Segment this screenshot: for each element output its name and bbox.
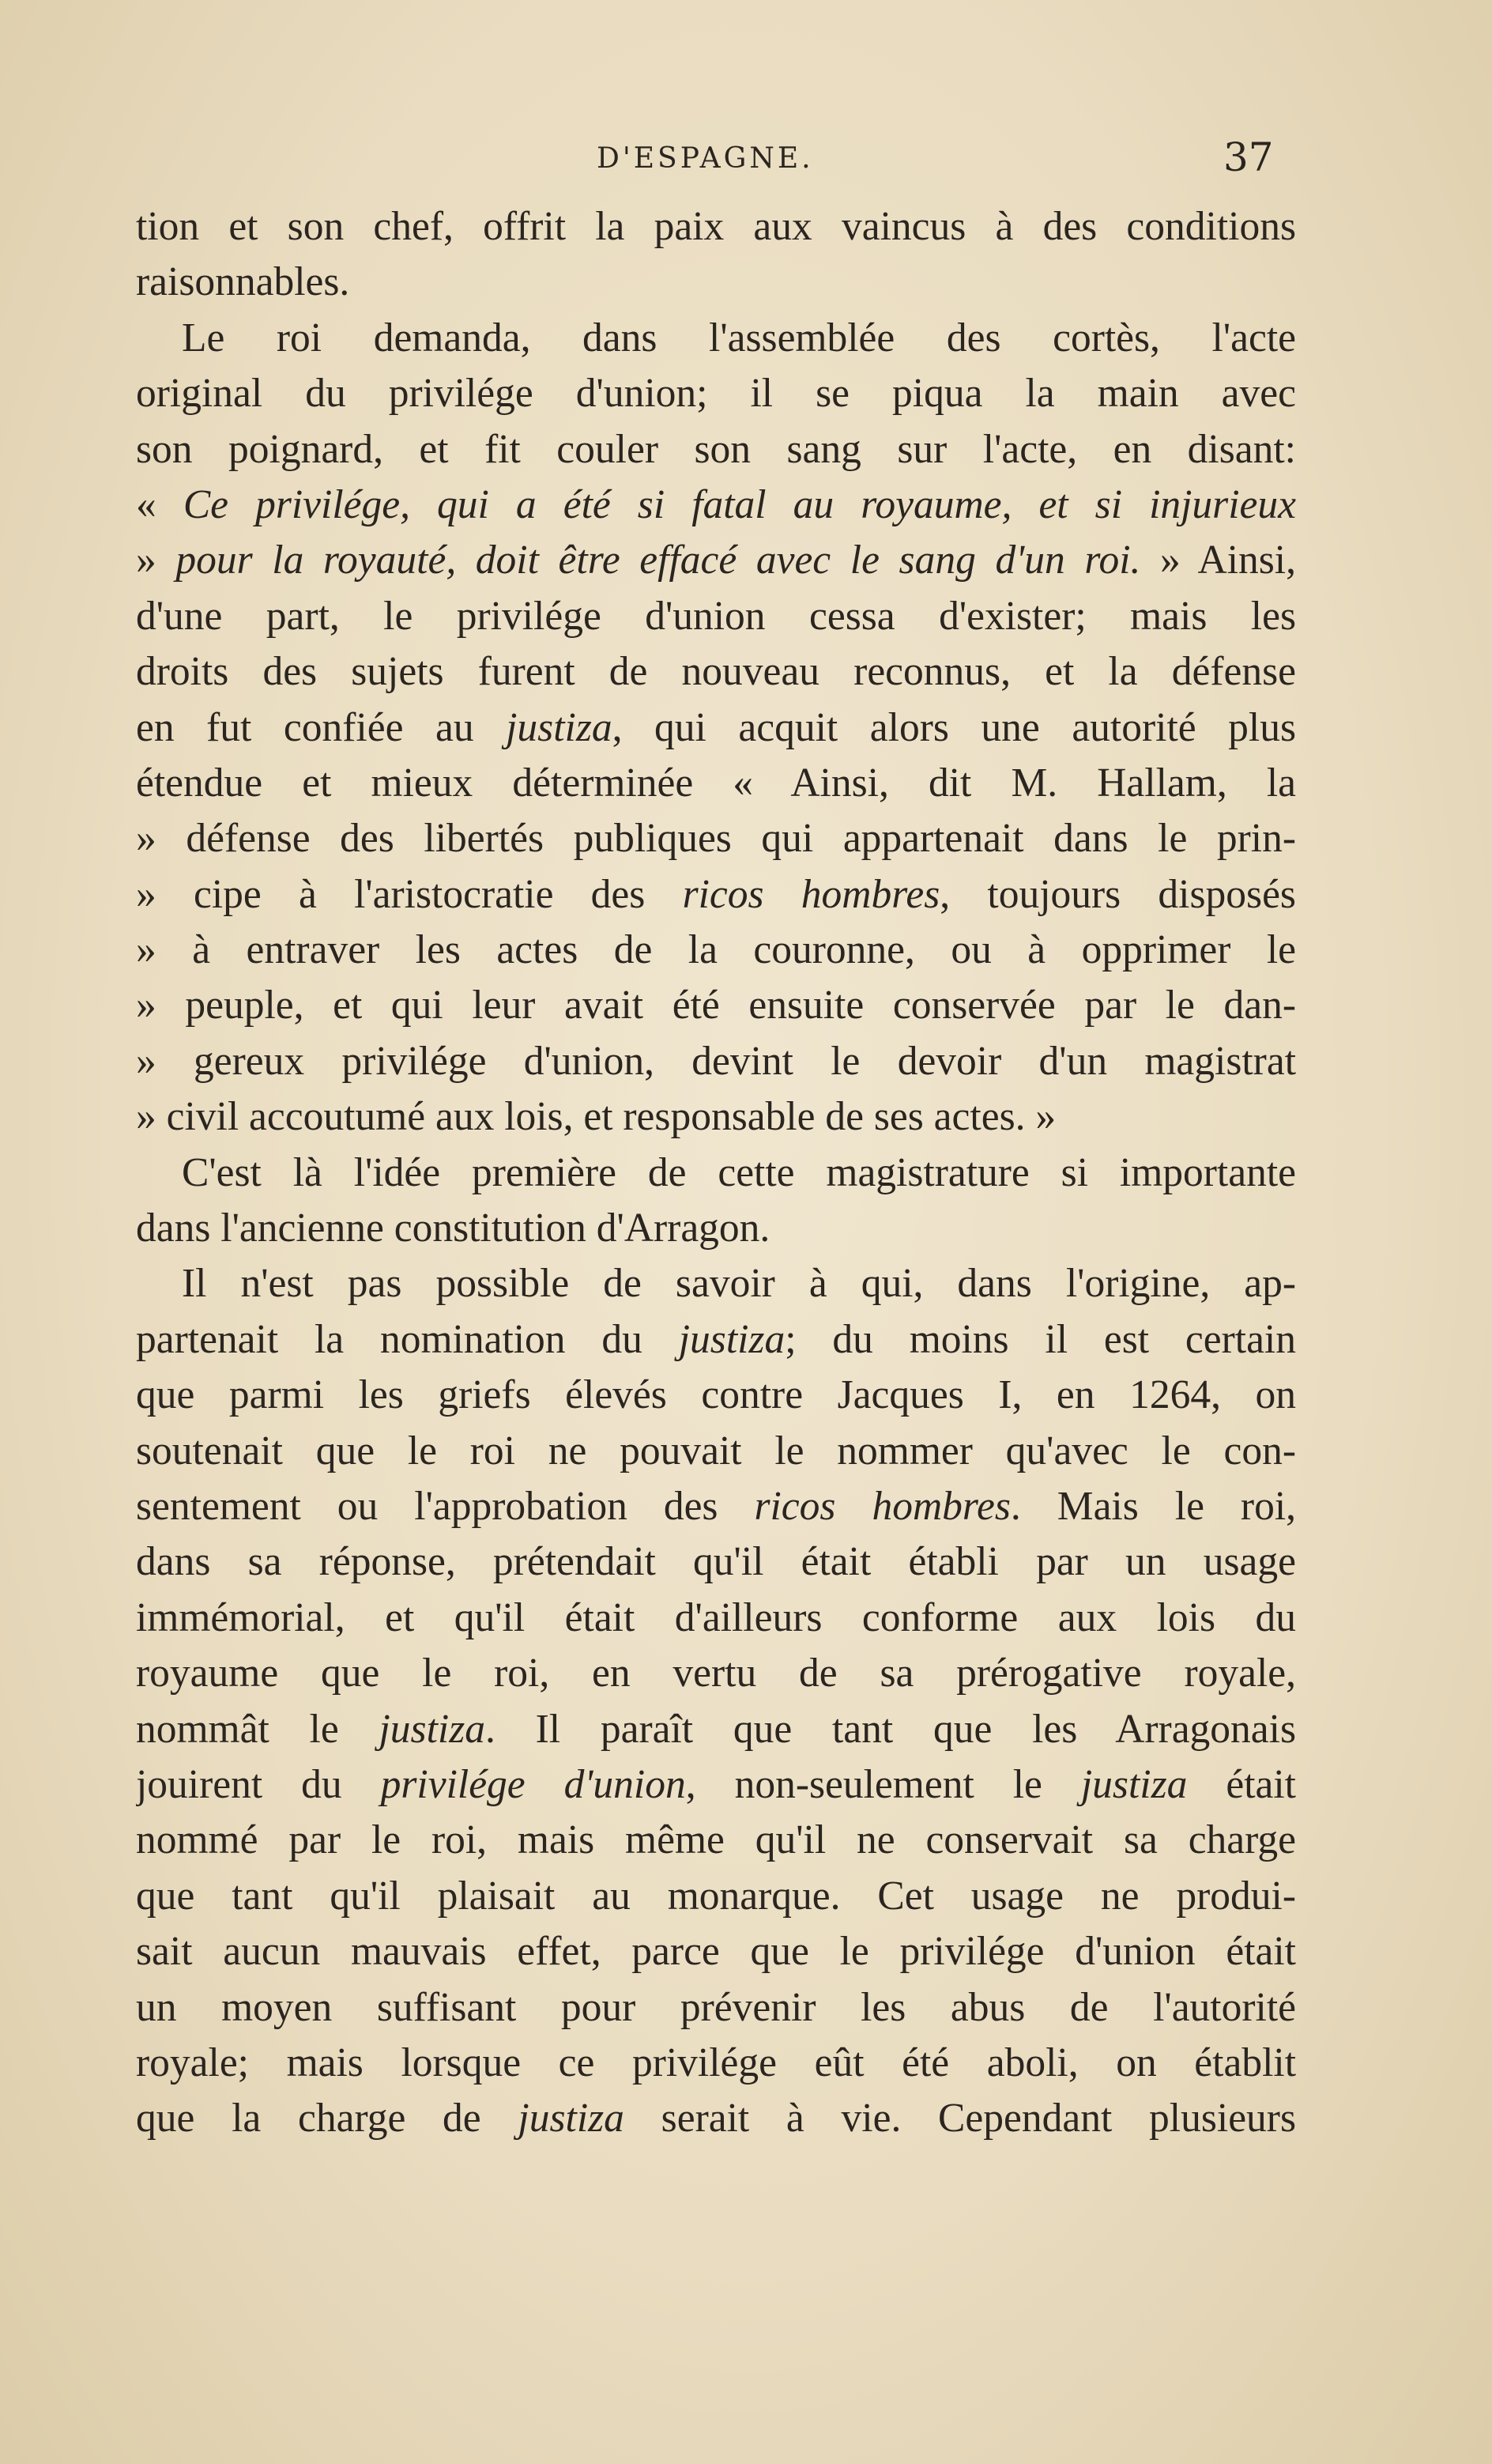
- text-run: dans l'ancienne constitution d'Arragon.: [136, 1206, 770, 1251]
- text-line: [136, 1646, 1296, 1701]
- text-line: [136, 1757, 1296, 1813]
- text-run: »: [136, 538, 176, 583]
- text-run: que parmi les griefs élevés contre Jacques I, en 1264, on: [136, 1372, 1296, 1418]
- text-line: [136, 366, 1296, 421]
- text-run: nommât le: [136, 1706, 379, 1752]
- text-run: que la charge de: [136, 2096, 518, 2141]
- text-run: » Ainsi,: [1140, 538, 1296, 583]
- italic-text: Ce privilége, qui a été si fatal au royaume, et si injurieux: [183, 481, 1296, 527]
- text-run: , non-seulement le: [685, 1761, 1081, 1807]
- text-run: . Il paraît que tant que les Arragonais: [485, 1706, 1296, 1752]
- text-run: . Mais le roi,: [1010, 1483, 1296, 1529]
- text-run: » à entraver les actes de la couronne, ou à opprimer le: [136, 927, 1296, 973]
- running-head: D'ESPAGNE.: [597, 142, 814, 175]
- text-run: royale; mais lorsque ce privilége eût été aboli, on établit: [136, 2039, 1296, 2085]
- text-run: immémorial, et qu'il était d'ailleurs conforme aux lois du: [136, 1594, 1296, 1640]
- text-run: Le roi demanda, dans l'assemblée des cortès, l'acte: [182, 315, 1296, 360]
- italic-text: justiza: [678, 1316, 786, 1362]
- text-run: un moyen suffisant pour prévenir les abus de l'autorité: [136, 1984, 1296, 2030]
- italic-text: ricos hombres: [682, 871, 940, 917]
- italic-text: justiza: [1080, 1761, 1188, 1807]
- text-line: [136, 1813, 1296, 1868]
- text-line: [136, 644, 1296, 700]
- text-line: [136, 1702, 1296, 1757]
- text-line: [136, 1869, 1296, 1924]
- text-line: [136, 1089, 1296, 1145]
- text-run: tion et son chef, offrit la paix aux vaincus à des conditions: [136, 204, 1296, 249]
- text-run: jouirent du: [136, 1761, 381, 1807]
- text-run: » défense des libertés publiques qui appartenait dans le prin-: [136, 816, 1296, 862]
- text-line: [136, 978, 1296, 1033]
- text-run: d'une part, le privilége d'union cessa d'exister; mais les: [136, 593, 1296, 639]
- text-run: original du privilége d'union; il se piqua la main avec: [136, 371, 1296, 417]
- text-run: dans sa réponse, prétendait qu'il était établi par un usage: [136, 1539, 1296, 1585]
- text-run: raisonnables.: [136, 259, 350, 305]
- text-line: [136, 867, 1296, 923]
- text-line: [136, 199, 1296, 255]
- text-line: [136, 255, 1296, 310]
- text-line: [136, 1534, 1296, 1590]
- text-line: [136, 589, 1296, 644]
- text-run: Il n'est pas possible de savoir à qui, dans l'origine, ap-: [182, 1261, 1296, 1307]
- text-run: , toujours disposés: [940, 871, 1296, 917]
- text-run: » civil accoutumé aux lois, et responsable de ses actes. »: [136, 1094, 1057, 1140]
- text-line: [136, 1479, 1296, 1534]
- text-line: [136, 533, 1296, 588]
- text-line: [136, 1201, 1296, 1256]
- text-run: en fut confiée au: [136, 704, 507, 750]
- text-line: [136, 1256, 1296, 1311]
- italic-text: justiza: [379, 1706, 485, 1752]
- text-line: [136, 1034, 1296, 1089]
- text-run: » peuple, et qui leur avait été ensuite conservée par le dan-: [136, 983, 1296, 1028]
- page-header: [0, 134, 1492, 190]
- text-run: ; du moins il est certain: [785, 1316, 1296, 1362]
- text-run: nommé par le roi, mais même qu'il ne conservait sa charge: [136, 1817, 1296, 1863]
- text-run: étendue et mieux déterminée « Ainsi, dit M. Hallam, la: [136, 760, 1296, 806]
- text-line: [136, 1424, 1296, 1479]
- italic-text: justiza: [518, 2096, 624, 2141]
- text-run: , qui acquit alors une autorité plus: [612, 704, 1296, 750]
- text-run: droits des sujets furent de nouveau reconnus, et la défense: [136, 649, 1296, 695]
- text-run: » gereux privilége d'union, devint le devoir d'un magistrat: [136, 1038, 1296, 1084]
- text-line: [136, 1312, 1296, 1368]
- text-run: son poignard, et fit couler son sang sur l'acte, en disant:: [136, 426, 1296, 472]
- italic-text: privilége d'union: [380, 1761, 686, 1807]
- text-run: royaume que le roi, en vertu de sa prérogative royale,: [136, 1651, 1296, 1696]
- text-line: [136, 311, 1296, 366]
- text-run: » cipe à l'aristocratie des: [136, 871, 683, 917]
- text-line: [136, 422, 1296, 477]
- text-run: était: [1187, 1761, 1296, 1807]
- italic-text: justiza: [506, 704, 612, 750]
- text-line: [136, 923, 1296, 978]
- italic-text: ricos hombres: [754, 1483, 1011, 1529]
- text-run: que tant qu'il plaisait au monarque. Cet usage ne produi-: [136, 1873, 1296, 1919]
- page-number: 37: [1223, 134, 1274, 180]
- text-run: sentement ou l'approbation des: [136, 1483, 755, 1529]
- text-run: soutenait que le roi ne pouvait le nommer qu'avec le con-: [136, 1428, 1296, 1473]
- text-line: [136, 1980, 1296, 2036]
- text-run: partenait la nomination du: [136, 1316, 679, 1362]
- body-text: [136, 199, 1296, 2147]
- text-line: [136, 1145, 1296, 1201]
- text-line: [136, 811, 1296, 866]
- text-line: [136, 1924, 1296, 1979]
- text-line: [136, 2091, 1296, 2146]
- text-run: serait à vie. Cependant plusieurs: [624, 2096, 1296, 2141]
- text-run: sait aucun mauvais effet, parce que le privilége d'union était: [136, 1929, 1296, 1975]
- text-line: [136, 1590, 1296, 1646]
- text-line: [136, 2036, 1296, 2091]
- text-line: [136, 756, 1296, 811]
- text-run: C'est là l'idée première de cette magistrature si importante: [182, 1149, 1296, 1195]
- text-run: «: [136, 481, 183, 527]
- text-line: [136, 700, 1296, 756]
- text-line: [136, 477, 1296, 533]
- text-line: [136, 1368, 1296, 1423]
- italic-text: pour la royauté, doit être effacé avec le sang d'un roi.: [175, 538, 1141, 583]
